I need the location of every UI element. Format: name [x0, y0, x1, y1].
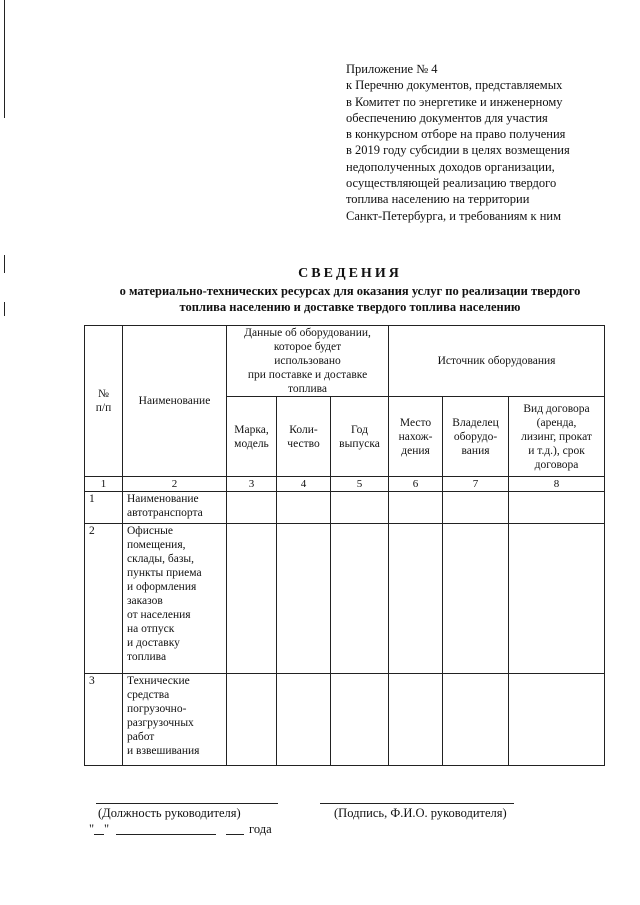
header-line: которое будет — [273, 341, 342, 353]
cell-year[interactable] — [331, 492, 389, 524]
column-number-1: 1 — [85, 477, 123, 492]
row-number: 3 — [85, 674, 123, 766]
row-name-line: помещения, — [127, 539, 186, 551]
row-name-line: от населения — [127, 609, 191, 621]
header-name: Наименование — [123, 326, 227, 477]
column-number-5: 5 — [331, 477, 389, 492]
header-location — [389, 397, 443, 477]
row-name-line: разгрузочных — [127, 717, 194, 729]
date-month-line[interactable] — [116, 834, 216, 835]
header-line: модель — [234, 437, 269, 450]
annex-line: осуществляющей реализацию твердого — [346, 176, 557, 191]
header-line: дения — [401, 444, 430, 457]
annex-line: в конкурсном отборе на право получения — [346, 127, 566, 142]
row-name-line: Технические — [127, 675, 190, 687]
column-number-4: 4 — [277, 477, 331, 492]
cell-brand[interactable] — [227, 492, 277, 524]
header-quantity — [277, 397, 331, 477]
cell-location[interactable] — [389, 524, 443, 674]
row-name — [123, 492, 227, 524]
signature-name-label: (Подпись, Ф.И.О. руководителя) — [334, 806, 507, 820]
row-name-line: работ — [127, 731, 155, 743]
subtitle-line: о материально-технических ресурсах для оказания услуг по реализации твердого — [119, 284, 581, 298]
cell-location[interactable] — [389, 492, 443, 524]
annex-line: Приложение № 4 — [346, 62, 438, 76]
annex-line: Санкт-Петербурга, и требованиям к ним — [346, 208, 562, 223]
row-name-line: пункты приема — [127, 567, 202, 579]
cell-owner[interactable] — [443, 674, 509, 766]
date-quote-open: " — [89, 822, 95, 836]
header-line: чество — [287, 437, 320, 450]
header-contract — [509, 397, 605, 477]
cell-year[interactable] — [331, 524, 389, 674]
document-title: СВЕДЕНИЯ — [298, 266, 402, 281]
annex-line: недополученных доходов организации, — [346, 159, 555, 174]
cell-brand[interactable] — [227, 524, 277, 674]
row-name-line: топлива — [127, 651, 167, 663]
table-row — [85, 674, 605, 766]
header-line: (аренда, — [536, 416, 577, 429]
annex-line: в Комитет по энергетике и инженерному — [346, 94, 563, 109]
header-line: п/п — [95, 402, 112, 414]
column-number-6: 6 — [389, 477, 443, 492]
column-number-3: 3 — [227, 477, 277, 492]
cell-owner[interactable] — [443, 524, 509, 674]
column-number-2: 2 — [123, 477, 227, 492]
header-owner — [443, 397, 509, 477]
cell-quantity[interactable] — [277, 524, 331, 674]
header-line: и т.д.), срок — [528, 444, 585, 457]
header-line: оборудо- — [453, 430, 498, 443]
header-line: вания — [461, 444, 490, 457]
header-line: нахож- — [398, 430, 433, 443]
table-row — [85, 492, 605, 524]
position-label: (Должность руководителя) — [98, 806, 241, 820]
header-line: Вид договора — [523, 402, 590, 415]
annex-reference-block — [346, 61, 626, 224]
annex-line: обеспечению документов для участия — [346, 110, 548, 125]
row-name — [123, 674, 227, 766]
name-signature-line[interactable] — [320, 803, 514, 804]
annex-line: в 2019 году субсидии в целях возмещения — [346, 143, 570, 158]
cell-contract[interactable] — [509, 524, 605, 674]
row-name-line: средства — [127, 689, 170, 701]
header-line: Место — [399, 416, 432, 429]
document-subtitle — [60, 283, 640, 315]
cell-quantity[interactable] — [277, 492, 331, 524]
cell-contract[interactable] — [509, 674, 605, 766]
header-line: Марка, — [234, 423, 269, 436]
header-line: Год — [351, 423, 368, 436]
cell-location[interactable] — [389, 674, 443, 766]
cell-owner[interactable] — [443, 492, 509, 524]
cell-brand[interactable] — [227, 674, 277, 766]
date-quote-close: " — [104, 822, 110, 836]
row-number: 2 — [85, 524, 123, 674]
date-year-line[interactable] — [226, 834, 244, 835]
row-number: 1 — [85, 492, 123, 524]
header-brand — [227, 397, 277, 477]
scan-edge-mark-top — [4, 0, 5, 118]
row-name-line: и взвешивания — [127, 745, 200, 757]
cell-quantity[interactable] — [277, 674, 331, 766]
row-name-line: Наименование — [127, 493, 199, 505]
header-line: при поставке и доставке — [247, 369, 368, 381]
header-line: выпуска — [339, 437, 380, 450]
row-name-line: и оформления — [127, 581, 197, 593]
row-name-line: склады, базы, — [127, 553, 194, 565]
header-line: договора — [534, 458, 579, 471]
header-year — [331, 397, 389, 477]
header-line: № — [98, 388, 109, 400]
row-name — [123, 524, 227, 674]
header-line: топлива — [287, 383, 328, 395]
annex-line: топлива населению на территории — [346, 192, 530, 207]
date-day-line[interactable] — [94, 834, 104, 835]
row-name-line: погрузочно- — [127, 703, 187, 715]
column-number-7: 7 — [443, 477, 509, 492]
cell-contract[interactable] — [509, 492, 605, 524]
column-number-8: 8 — [509, 477, 605, 492]
header-line: использовано — [274, 355, 341, 367]
row-name-line: и доставку — [127, 637, 180, 649]
header-line: лизинг, прокат — [521, 430, 592, 443]
annex-line: к Перечню документов, представляемых — [346, 78, 563, 93]
header-equipment-group — [227, 326, 389, 397]
header-line: Данные об оборудовании, — [244, 327, 371, 339]
row-name-line: Офисные — [127, 525, 173, 537]
scan-edge-mark-mid — [4, 255, 5, 273]
date-year-suffix: года — [249, 822, 272, 836]
subtitle-line: топлива населению и доставке твердого топлива населению — [179, 300, 521, 314]
cell-year[interactable] — [331, 674, 389, 766]
resources-table — [84, 325, 605, 766]
header-line: Владелец — [452, 416, 499, 429]
header-source-group: Источник оборудования — [389, 326, 605, 397]
row-name-line: автотранспорта — [127, 507, 203, 519]
table-row — [85, 524, 605, 674]
header-line: Коли- — [289, 423, 318, 436]
scan-edge-mark-low — [4, 302, 5, 316]
header-number — [85, 326, 123, 477]
position-signature-line[interactable] — [96, 803, 278, 804]
row-name-line: заказов — [127, 595, 163, 607]
row-name-line: на отпуск — [127, 623, 175, 635]
